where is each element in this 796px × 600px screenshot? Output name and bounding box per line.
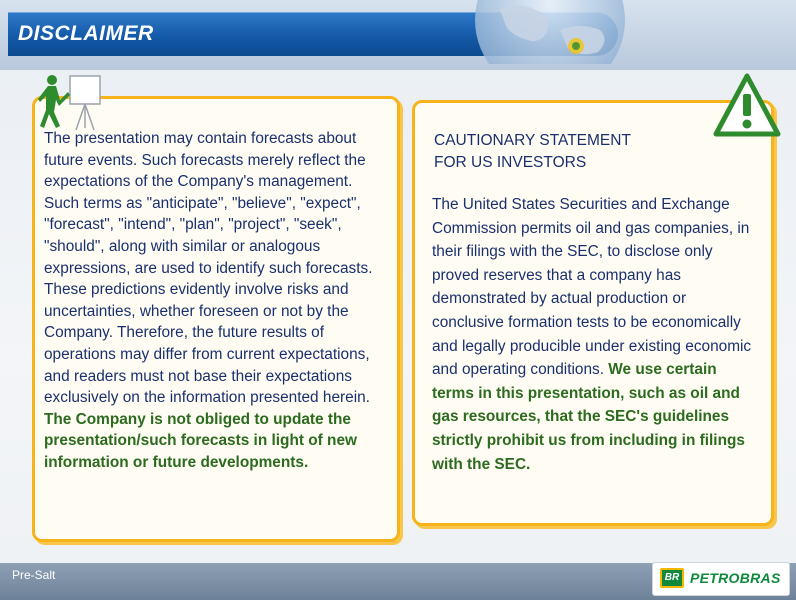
forecasts-text-bold: The Company is not obliged to update the presentation/such forecasts in light of new information or future developments.	[44, 410, 357, 471]
forecasts-disclaimer-text	[44, 128, 374, 474]
petrobras-wordmark: PETROBRAS	[690, 570, 781, 586]
heading-line-2: FOR US INVESTORS	[434, 154, 587, 171]
page-title: DISCLAIMER	[18, 22, 154, 45]
br-logo-text: BR	[662, 570, 682, 586]
globe-graphic	[440, 0, 640, 64]
heading-line-1: CAUTIONARY STATEMENT	[434, 132, 631, 149]
cautionary-statement-heading	[434, 130, 734, 174]
cautionary-text-bold: We use certain terms in this presentation, such as oil and gas resources, that the SEC's guidelines strictly prohibit us from including in filings with the SEC.	[432, 361, 745, 473]
cautionary-text-regular: The United States Securities and Exchange Commission permits oil and gas companies, in their filings with the SEC, to disclose only proved reserves that a company has demonstrated by actual production or conclusive formation tests to be economically and legally producible under existing economic and operating conditions.	[432, 196, 752, 379]
cautionary-statement-text	[432, 193, 762, 476]
footer-section-label: Pre-Salt	[12, 568, 56, 582]
forecasts-text-regular: The presentation may contain forecasts about future events. Such forecasts merely reflect the expectations of the Company's management. Such terms as "anticipate", "believe", "expect", "forecast", "intend", "plan", "project", "seek", "should", along with similar or analogous expressions, are used to identify such forecasts. These predictions evidently involve risks and uncertainties, whether foreseen or not by the Company. Therefore, the future results of operations may differ from current expectations, and readers must not base their expectations exclusively on the information presented herein.	[44, 130, 373, 407]
br-logo-mark	[660, 568, 684, 588]
